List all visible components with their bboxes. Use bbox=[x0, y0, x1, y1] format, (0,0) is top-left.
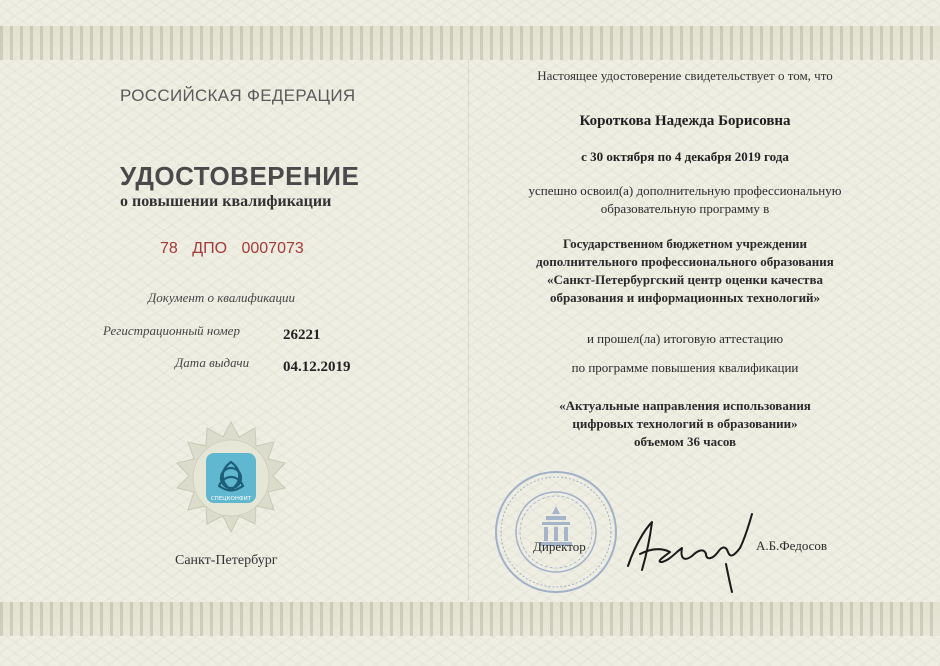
city-name: Санкт-Петербург bbox=[175, 553, 278, 568]
registration-number-value: 26221 bbox=[283, 327, 321, 343]
program-title-line-2: цифровых технологий в образовании» bbox=[572, 416, 798, 431]
organization-line-1: Государственном бюджетном учреждении bbox=[562, 236, 808, 251]
organization-line-2: дополнительного профессионального образования bbox=[536, 254, 834, 269]
document-subtitle: о повышении квалификации bbox=[120, 193, 332, 210]
program-volume: объемом 36 часов bbox=[633, 434, 737, 449]
document-title: УДОСТОВЕРЕНИЕ bbox=[120, 161, 360, 191]
director-name: А.Б.Федосов bbox=[756, 538, 828, 553]
program-kind: по программе повышения квалификации bbox=[571, 360, 799, 375]
issue-date-value: 04.12.2019 bbox=[283, 359, 351, 375]
serial-number: 78 ДПО 0007073 bbox=[160, 240, 304, 257]
registration-number-label: Регистрационный номер bbox=[103, 323, 240, 338]
official-stamp-icon bbox=[492, 468, 620, 596]
director-label: Директор bbox=[533, 539, 586, 554]
signature-icon bbox=[622, 508, 762, 594]
guilloche-band-bottom bbox=[0, 602, 940, 636]
guilloche-band-top bbox=[0, 26, 940, 60]
specconfit-emblem-icon bbox=[172, 420, 290, 538]
country-name: РОССИЙСКАЯ ФЕДЕРАЦИЯ bbox=[120, 86, 356, 105]
organization-line-3: «Санкт-Петербургский центр оценки качества bbox=[547, 272, 823, 287]
organization-line-4: образования и информационных технологий» bbox=[549, 290, 821, 305]
document-type: Документ о квалификации bbox=[148, 290, 295, 305]
attestation-passed: и прошел(ла) итоговую аттестацию bbox=[586, 331, 784, 346]
certificate-intro: Настоящее удостоверение свидетельствует о том, что bbox=[537, 68, 833, 83]
training-period: с 30 октября по 4 декабря 2019 года bbox=[581, 149, 789, 164]
program-title-line-1: «Актуальные направления использования bbox=[559, 398, 811, 413]
mastered-line-2: образовательную программу в bbox=[600, 201, 770, 216]
mastered-line-1: успешно освоил(а) дополнительную профессиональную bbox=[528, 183, 842, 198]
emblem-text: СПЕЦКОНФИТ bbox=[210, 496, 252, 502]
holder-name: Короткова Надежда Борисовна bbox=[579, 113, 791, 129]
page-fold bbox=[468, 60, 469, 600]
issue-date-label: Дата выдачи bbox=[175, 355, 250, 370]
